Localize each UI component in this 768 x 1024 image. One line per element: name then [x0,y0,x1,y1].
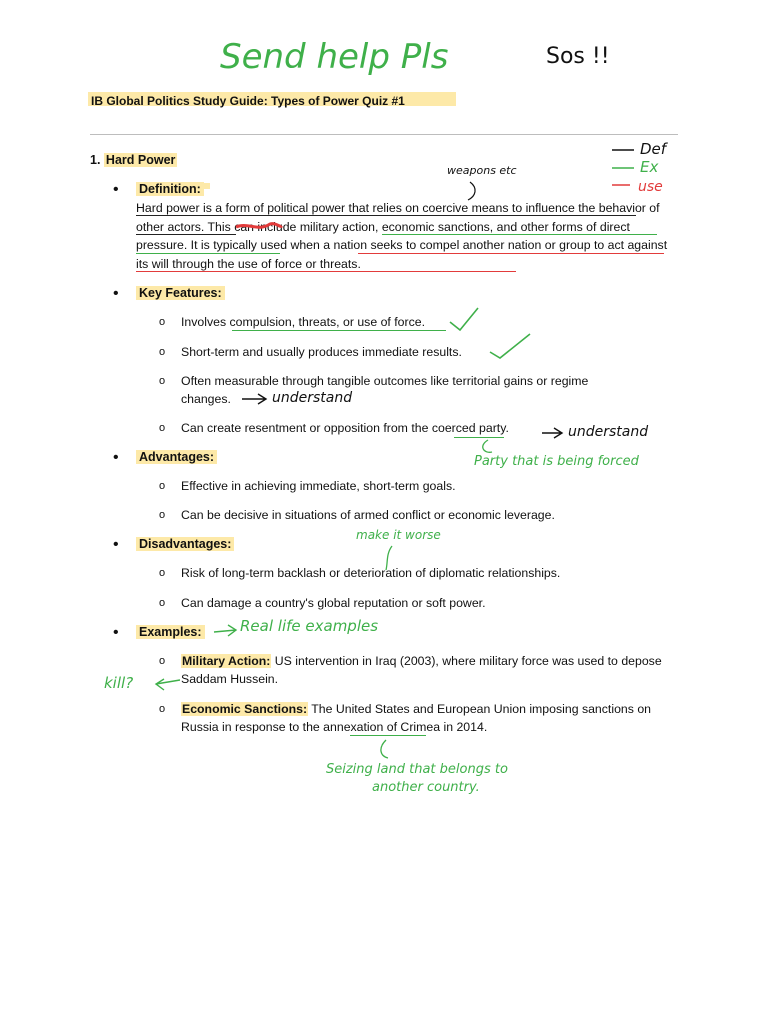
key-features-label: Key Features: [136,286,225,300]
bullet-examples: • [113,624,119,641]
legend-use: use [638,179,663,195]
key-feature-item: Involves compulsion, threats, or use of force. [181,315,426,329]
underline-examples-2 [136,253,280,254]
underline-examples-1 [382,234,657,235]
sub-bullet: o [159,480,166,492]
advantage-item: Can be decisive in situations of armed conflict or economic leverage. [181,508,555,522]
handwritten-kill: kill? [104,674,134,692]
sub-bullet: o [159,316,166,328]
bullet-key-features: • [113,285,119,302]
section-title: Hard Power [105,153,176,167]
handwritten-real-life: Real life examples [240,617,379,635]
sub-bullet: o [159,346,166,358]
page-title: IB Global Politics Study Guide: Types of Power Quiz #1 [91,94,405,108]
arrow-left-icon [156,679,180,690]
underline-def-1 [136,215,636,216]
example-item-military: Military Action: US intervention in Iraq (2003), where military force was used to depose Saddam Hussein. [181,654,662,687]
sub-bullet: o [159,567,166,579]
disadvantage-item: Risk of long-term backlash or deterioration of diplomatic relationships. [181,566,561,580]
handwritten-weapons-note: weapons etc [447,164,517,177]
advantages-label: Advantages: [136,450,217,464]
handwritten-annex-note-2: another country. [372,780,480,795]
sub-bullet: o [159,422,166,434]
examples-label: Examples: [136,625,205,639]
key-feature-item: Often measurable through tangible outcomes like territorial gains or regime changes. [181,374,589,407]
title-divider [90,134,678,135]
handwritten-sos: Sos !! [546,44,610,69]
handwritten-understand-2: understand [568,424,649,440]
definition-text: Hard power is a form of political power that relies on coercive means to influence the behavior of other actors. This can include military action, economic sanctions, and other forms of direct pressure. It is typically used when a nation seeks to compel another nation or group to act against its will through the use of force or threats. [136,201,668,272]
underline-use-2 [136,271,516,272]
handwritten-understand-1: understand [272,390,353,406]
disadvantages-label: Disadvantages: [136,537,234,551]
legend-def: Def [640,140,667,158]
example-item-sanctions: Economic Sanctions: The United States and European Union imposing sanctions on Russia in response to the annexation of Crimea in 2014. [181,702,651,735]
handwritten-coerced-note: Party that is being forced [474,454,639,469]
bullet-advantages: • [113,449,119,466]
handwritten-annex-note-1: Seizing land that belongs to [326,762,508,777]
key-feature-item: Can create resentment or opposition from the coerced party. [181,421,509,435]
weapons-arrow [468,182,475,200]
key-feature-item: Short-term and usually produces immediate results. [181,345,462,359]
sub-bullet: o [159,509,166,521]
section-number: 1. [90,153,101,167]
sub-bullet: o [159,703,166,715]
bullet-disadvantages: • [113,536,119,553]
section-heading [90,153,177,167]
sub-bullet: o [159,375,166,387]
bullet-definition: • [113,181,119,198]
underline-compulsion [232,330,446,331]
sub-bullet: o [159,597,166,609]
handwritten-send-help: Send help Pls [220,37,449,77]
underline-def-2 [136,234,236,235]
sub-bullet: o [159,655,166,667]
handwritten-worse-note: make it worse [356,528,441,542]
annex-arrow [381,740,388,758]
disadvantage-item: Can damage a country's global reputation or soft power. [181,596,486,610]
underline-annexation [350,735,426,736]
arrow-right-icon [214,625,236,636]
coerced-arrow [483,440,492,452]
definition-label: Definition: [136,182,204,196]
underline-coerced [454,437,504,438]
legend-ex: Ex [640,158,659,176]
underline-use-1 [358,253,664,254]
advantage-item: Effective in achieving immediate, short-term goals. [181,479,456,493]
